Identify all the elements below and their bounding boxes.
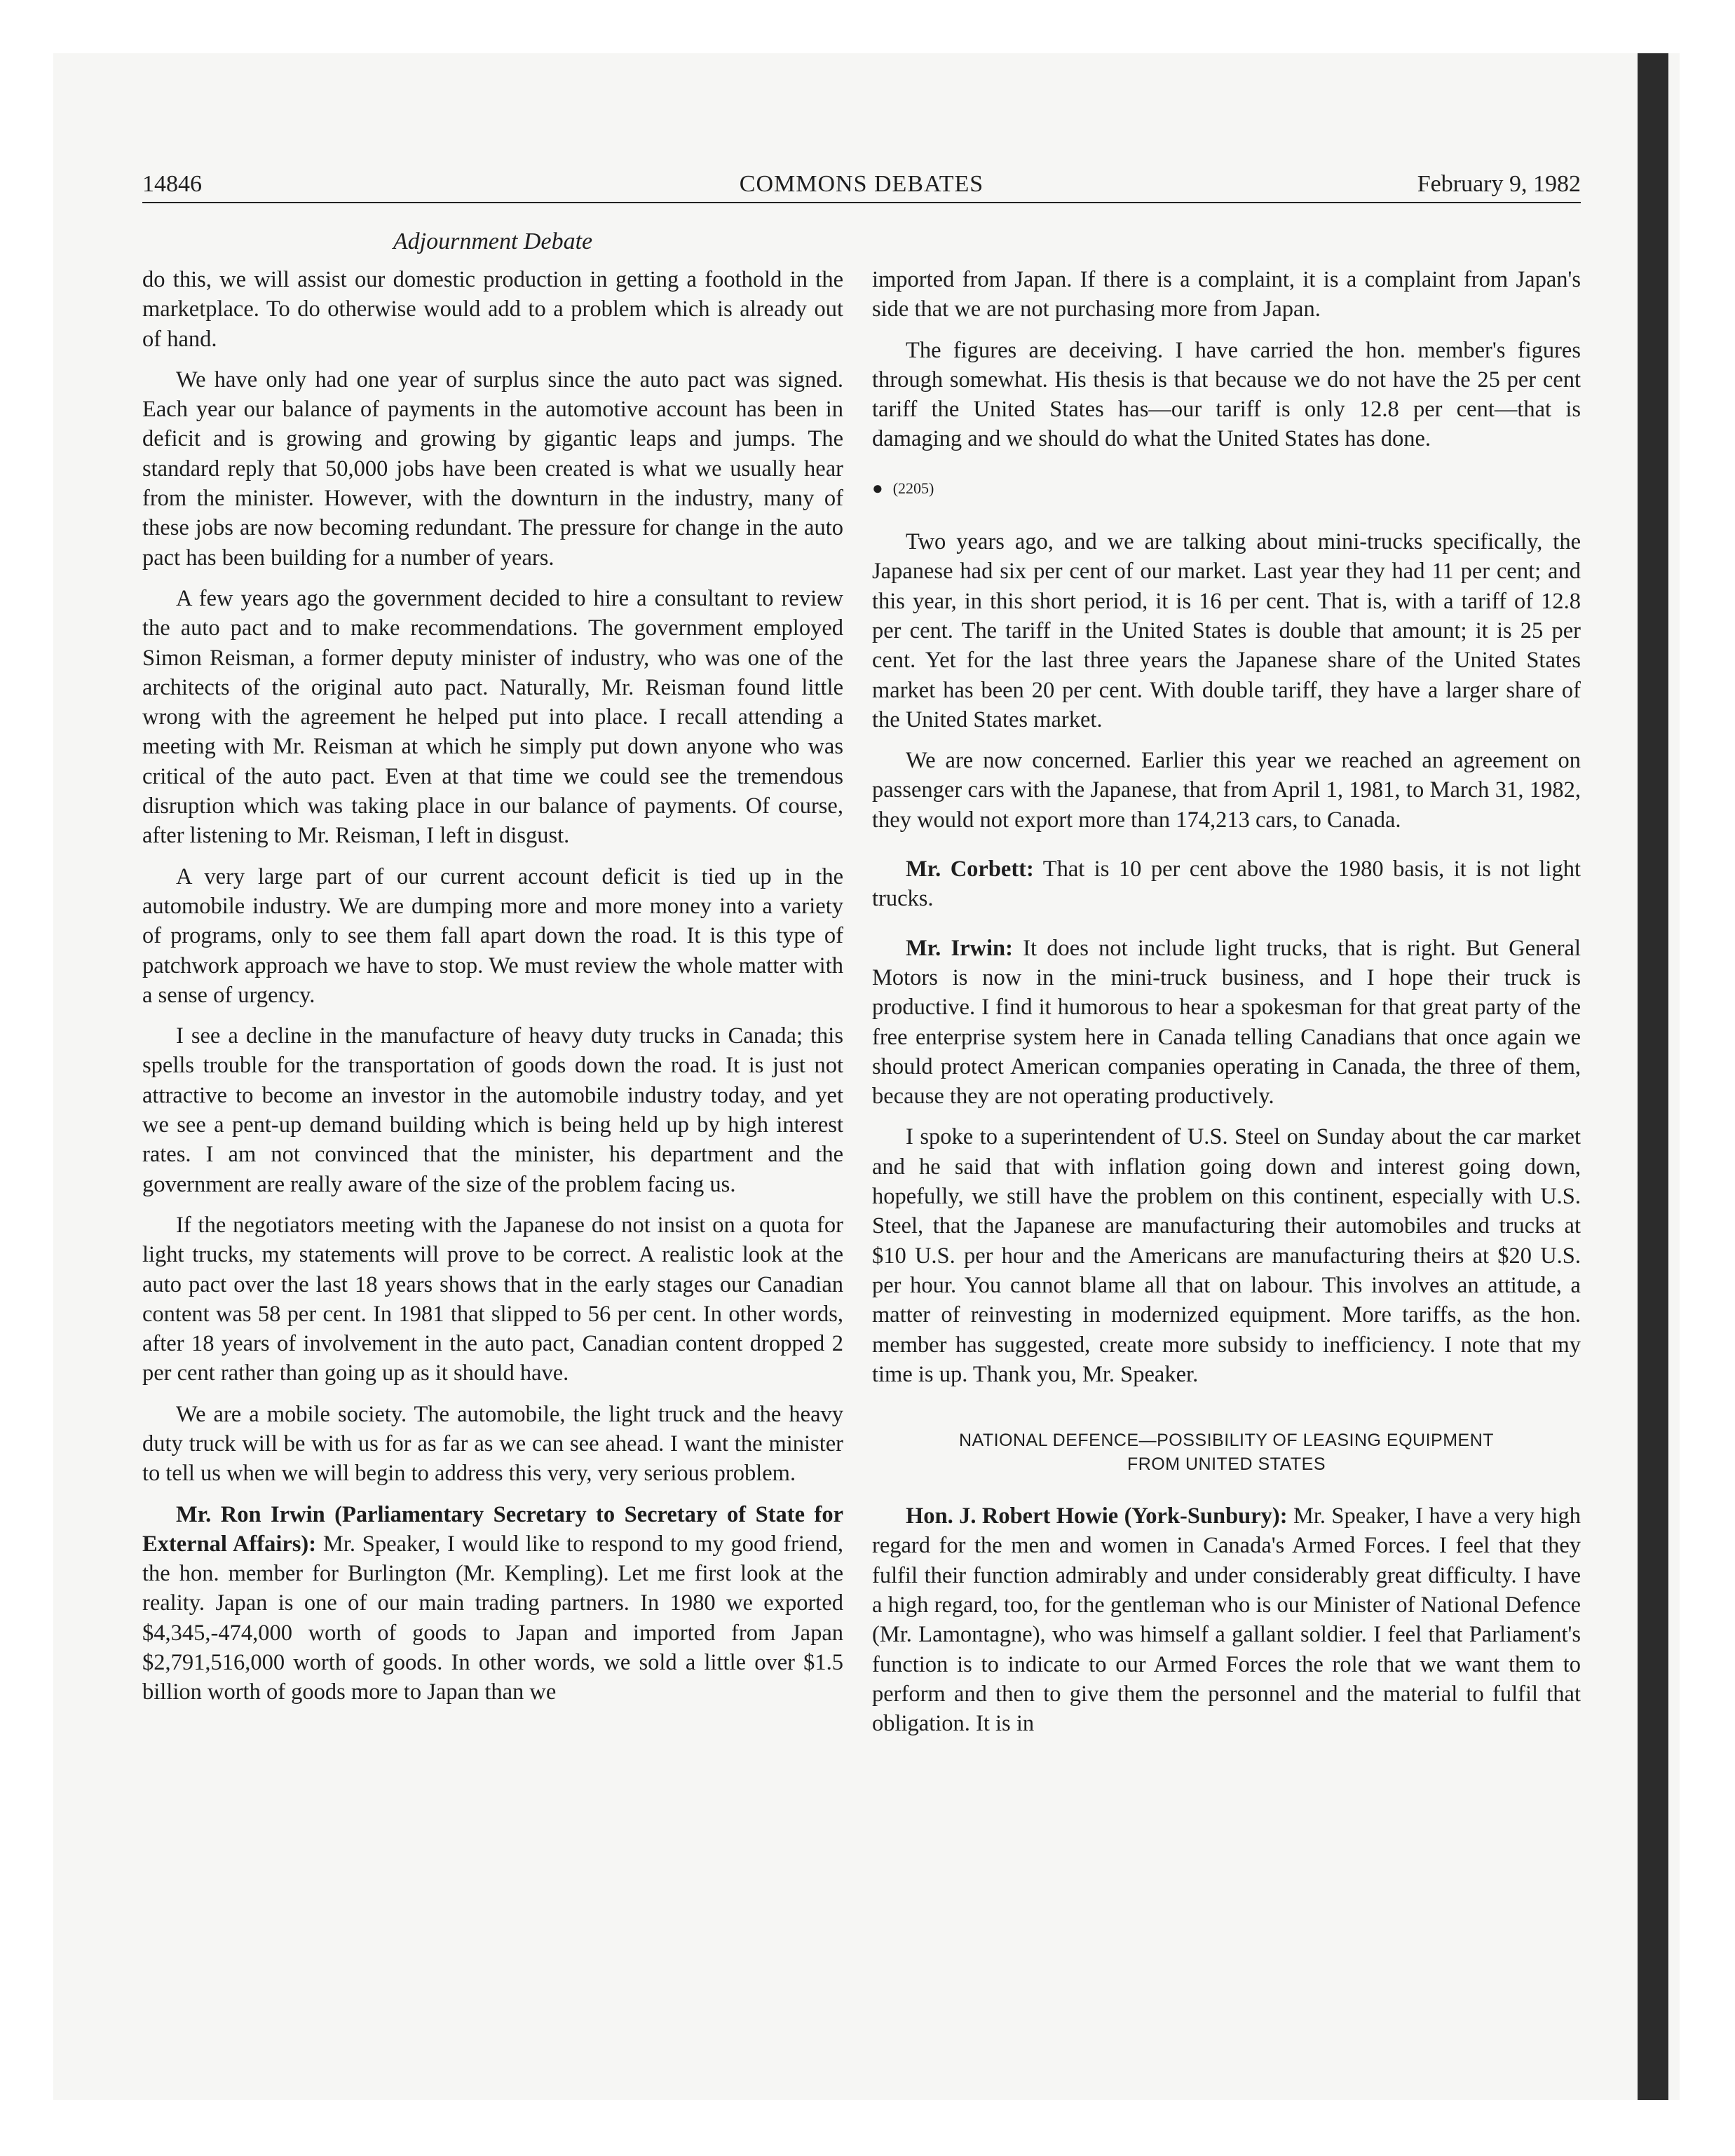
- paragraph: A few years ago the government decided to hire a consultant to review the auto pact and to make recommendations. The government employed Simon Reisman, a former deputy minister of industry, who was one of the architects of the original auto pact. Naturally, Mr. Reisman found little wrong with the agreement he helped put into place. I recall attending a meeting with Mr. Reisman at which he simply put down anyone who was critical of the auto pact. Even at that time we could see the tremendous disruption which was taking place in our balance of payments. Of course, after listening to Mr. Reisman, I left in disgust.: [142, 585, 843, 849]
- paragraph: I see a decline in the manufacture of heavy duty trucks in Canada; this spells trouble for the transportation of goods down the road. It is just not attractive to become an investor in the automobile industry today, and yet we see a pent-up demand building which is being held up by high interest rates. I am not convinced that the minister, his department and the government are really aware of the size of the problem facing us.: [142, 1023, 843, 1197]
- right-column: [872, 265, 1581, 1749]
- paragraph: do this, we will assist our domestic production in getting a foothold in the marketplace. To do otherwise would add to a problem which is already out of hand.: [142, 267, 843, 352]
- paragraph: If the negotiators meeting with the Japanese do not insist on a quota for light trucks, my statements will prove to be correct. A realistic look at the auto pact over the last 18 years shows that in the early stages our Canadian content was 58 per cent. In 1981 that slipped to 56 per cent. In other words, after 18 years of involvement in the auto pact, Canadian content dropped 2 per cent rather than going up as it should have.: [142, 1212, 843, 1386]
- paragraph: We have only had one year of surplus since the auto pact was signed. Each year our balance of payments in the automotive account has been in deficit and is growing and growing by gigantic leaps and jumps. The standard reply that 50,000 jobs have been created is what we usually hear from the minister. However, with the downturn in the industry, many of these jobs are now becoming redundant. The pressure for change in the auto pact has been building for a number of years.: [142, 367, 843, 571]
- speech-corbett: [872, 854, 1581, 914]
- speech-text: It does not include light trucks, that is right. But General Motors is now in the mini-truck business, and I hope their truck is productive. I find it humorous to hear a spokesman for that great party of the free enterprise system here in Canada telling Canadians that once again we should protect American companies operating in Canada, the three of them, because they are not operating productively.: [872, 935, 1581, 1110]
- section-title-line: NATIONAL DEFENCE—POSSIBILITY OF LEASING EQUIPMENT: [958, 1431, 1495, 1451]
- speech-text: Mr. Speaker, I would like to respond to my good friend, the hon. member for Burlington (Mr. Kempling). Let me first look at the reality. Japan is one of our main trading partners. In 1980 we exported $4,345,-474,000 worth of goods to Japan and imported from Japan $2,791,516,000 worth of goods. In other words, we sold a little over $1.5 billion worth of goods more to Japan than we: [142, 1531, 843, 1705]
- paragraph: imported from Japan. If there is a complaint, it is a complaint from Japan's side that we are not purchasing more from Japan.: [872, 267, 1581, 322]
- bullet-icon: ●: [872, 477, 883, 498]
- publication-title: COMMONS DEBATES: [739, 171, 984, 197]
- time-marker-label: (2205): [892, 479, 934, 497]
- scan-edge-bar: [1638, 53, 1668, 2100]
- paragraph: The figures are deceiving. I have carried the hon. member's figures through somewhat. His thesis is that because we do not have the 25 per cent tariff the United States has—our tariff is only 12.8 per cent—that is damaging and we should do what the United States has done.: [872, 337, 1581, 452]
- running-header: [142, 171, 1581, 203]
- speaker-name: Mr. Corbett:: [906, 857, 1034, 882]
- issue-date: February 9, 1982: [1417, 171, 1581, 197]
- speaker-name: Hon. J. Robert Howie (York-Sunbury):: [906, 1503, 1288, 1529]
- speech-irwin-intro: [142, 1500, 843, 1707]
- section-subhead: Adjournment Debate: [393, 228, 593, 254]
- time-marker: [872, 474, 1581, 503]
- speaker-name: Mr. Ron Irwin (Parliamentary Secretary to Secretary of State for External Affairs):: [142, 1501, 843, 1557]
- paragraph: We are a mobile society. The automobile, the light truck and the heavy duty truck will be with us for as far as we can see ahead. I want the minister to tell us when we will begin to address this very, very serious problem.: [142, 1401, 843, 1487]
- paragraph: We are now concerned. Earlier this year we reached an agreement on passenger cars with the Japanese, that from April 1, 1981, to March 31, 1982, they would not export more than 174,213 cars, to Canada.: [872, 748, 1581, 833]
- speech-text: That is 10 per cent above the 1980 basis, it is not light trucks.: [872, 857, 1581, 912]
- section-title-line: FROM UNITED STATES: [1127, 1454, 1326, 1475]
- speech-howie: [872, 1501, 1581, 1738]
- left-column: [142, 265, 843, 1719]
- speech-text: Mr. Speaker, I have a very high regard for the men and women in Canada's Armed Forces. I feel that they fulfil their function admirably and under considerably great difficulty. I have a high regard, too, for the gentleman who is our Minister of National Defence (Mr. Lamontagne), who was himself a gallant soldier. I feel that Parliament's function is to indicate to our Armed Forces the role that we want them to perform and then to give them the personnel and the material to fulfil that obligation. It is in: [872, 1503, 1581, 1737]
- paragraph: Two years ago, and we are talking about mini-trucks specifically, the Japanese had six per cent of our market. Last year they had 11 per cent; and this year, in this short period, it is 16 per cent. That is, with a tariff of 12.8 per cent. The tariff in the United States is double that amount; it is 25 per cent. Yet for the last three years the Japanese share of the United States market has been 20 per cent. With double tariff, they have a larger share of the United States market.: [872, 529, 1581, 732]
- paragraph: I spoke to a superintendent of U.S. Steel on Sunday about the car market and he said that with inflation going down and interest going down, hopefully, we still have the problem on this continent, especially with U.S. Steel, that the Japanese are manufacturing their automobiles and trucks at $10 U.S. per hour and the Americans are manufacturing theirs at $20 U.S. per hour. You cannot blame all that on labour. This involves an attitude, a matter of reinvesting in modernized equipment. More tariffs, as the hon. member has suggested, create more subsidy to inefficiency. I note that my time is up. Thank you, Mr. Speaker.: [872, 1124, 1581, 1387]
- section-title: [872, 1428, 1581, 1476]
- page-number: 14846: [142, 171, 202, 197]
- speech-irwin-reply: [872, 934, 1581, 1112]
- speaker-name: Mr. Irwin:: [906, 935, 1013, 961]
- paragraph: A very large part of our current account deficit is tied up in the automobile industry. We are dumping more and more money into a variety of programs, only to see them fall apart down the road. It is this type of patchwork approach we have to stop. We must review the whole matter with a sense of urgency.: [142, 864, 843, 1008]
